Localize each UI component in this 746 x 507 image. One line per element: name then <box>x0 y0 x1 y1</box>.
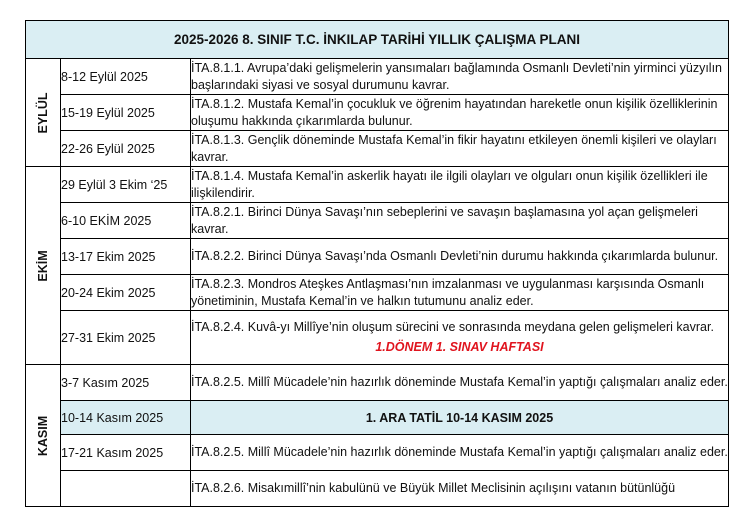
date-cell: 8-12 Eylül 2025 <box>61 59 191 95</box>
exam-week-note: 1.DÖNEM 1. SINAV HAFTASI <box>375 340 544 354</box>
table-row <box>26 275 729 311</box>
holiday-cell: 1. ARA TATİL 10-14 KASIM 2025 <box>191 401 729 435</box>
date-cell: 13-17 Ekim 2025 <box>61 239 191 275</box>
date-cell <box>61 471 191 507</box>
month-cell-kasim <box>26 365 61 507</box>
table-row <box>26 239 729 275</box>
date-cell: 27-31 Ekim 2025 <box>61 311 191 365</box>
date-cell: 22-26 Eylül 2025 <box>61 131 191 167</box>
outcome-cell: İTA.8.1.1. Avrupa’daki gelişmelerin yansımaları bağlamında Osmanlı Devleti’nin yirminci yüzyılın başlarındaki siyasi ve sosyal durumunu kavrar. <box>191 59 729 95</box>
outcome-cell: İTA.8.2.5. Millî Mücadele’nin hazırlık döneminde Mustafa Kemal’in yaptığı çalışmaları analiz eder. <box>191 365 729 401</box>
outcome-cell: İTA.8.2.6. Misakımillî’nin kabulünü ve Büyük Millet Meclisinin açılışını vatanın bütünlüğü <box>191 471 729 507</box>
date-cell: 20-24 Ekim 2025 <box>61 275 191 311</box>
plan-title: 2025-2026 8. SINIF T.C. İNKILAP TARİHİ YILLIK ÇALIŞMA PLANI <box>26 21 729 59</box>
date-cell: 15-19 Eylül 2025 <box>61 95 191 131</box>
outcome-cell: İTA.8.2.1. Birinci Dünya Savaşı’nın sebeplerini ve savaşın başlamasına yol açan gelişmeleri kavrar. <box>191 203 729 239</box>
table-row <box>26 167 729 203</box>
date-cell: 6-10 EKİM 2025 <box>61 203 191 239</box>
yearly-plan-table <box>25 20 729 507</box>
date-cell: 17-21 Kasım 2025 <box>61 435 191 471</box>
month-cell-eylul <box>26 59 61 167</box>
date-cell: 29 Eylül 3 Ekim ‘25 <box>61 167 191 203</box>
table-row <box>26 365 729 401</box>
outcome-cell <box>191 311 729 365</box>
date-cell: 3-7 Kasım 2025 <box>61 365 191 401</box>
table-row <box>26 435 729 471</box>
table-row <box>26 59 729 95</box>
outcome-cell: İTA.8.1.3. Gençlik döneminde Mustafa Kemal’in fikir hayatını etkileyen önemli kişileri ve olayları kavrar. <box>191 131 729 167</box>
month-label: EKİM <box>36 249 50 282</box>
month-cell-ekim <box>26 167 61 365</box>
table-row <box>26 311 729 365</box>
holiday-row <box>26 401 729 435</box>
outcome-cell: İTA.8.1.2. Mustafa Kemal’in çocukluk ve öğrenim hayatından hareketle onun kişilik özelliklerinin oluşumu hakkında çıkarımlarda bulunur. <box>191 95 729 131</box>
table-row <box>26 471 729 507</box>
month-label: EYLÜL <box>36 92 50 133</box>
outcome-cell: İTA.8.2.3. Mondros Ateşkes Antlaşması’nın imzalanması ve uygulanması karşısında Osmanlı yönetiminin, Mustafa Kemal’in ve halkın tutumunu analiz eder. <box>191 275 729 311</box>
outcome-text: İTA.8.2.4. Kuvâ-yı Millîye’nin oluşum sürecini ve sonrasında meydana gelen gelişmeleri kavrar. <box>191 320 714 334</box>
outcome-cell: İTA.8.2.2. Birinci Dünya Savaşı’nda Osmanlı Devleti’nin durumu hakkında çıkarımlarda bulunur. <box>191 239 729 275</box>
outcome-cell: İTA.8.1.4. Mustafa Kemal’in askerlik hayatı ile ilgili olayları ve olguları onun kişilik özellikleri ile ilişkilendirir. <box>191 167 729 203</box>
date-cell: 10-14 Kasım 2025 <box>61 401 191 435</box>
table-row <box>26 95 729 131</box>
table-row <box>26 131 729 167</box>
outcome-cell: İTA.8.2.5. Millî Mücadele’nin hazırlık döneminde Mustafa Kemal’in yaptığı çalışmaları analiz eder. <box>191 435 729 471</box>
table-row <box>26 203 729 239</box>
month-label: KASIM <box>36 415 50 456</box>
